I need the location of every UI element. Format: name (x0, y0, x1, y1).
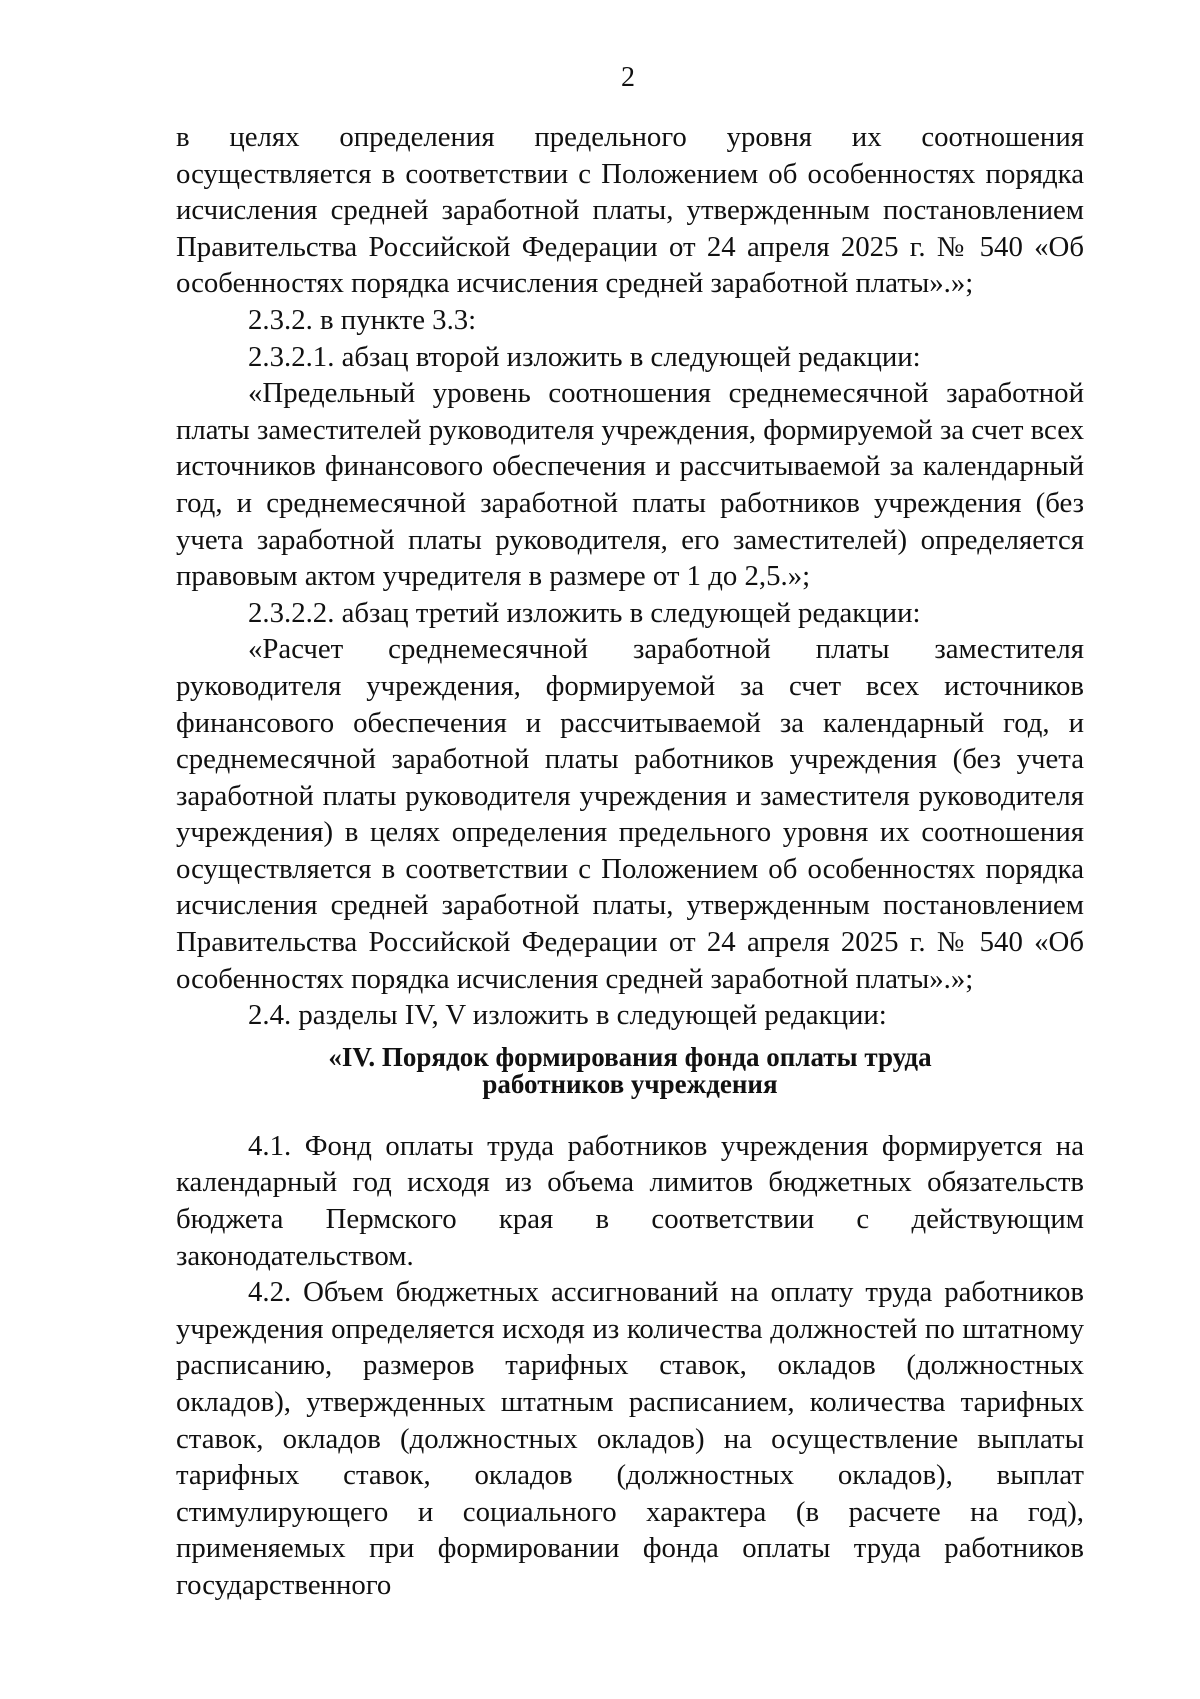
paragraph-clause-2-4: 2.4. разделы IV, V изложить в следующей редакции: (248, 999, 887, 1032)
paragraph-clause-4-2: 4.2. Объем бюджетных ассигнований на оплату труда работников учреждения определяется исходя из количества должностей по штатному расписанию, размеров тарифных ставок, окладов (должностных окладов), утвержденных штатным расписанием, количества тарифных ставок, окладов (должностных окладов) на осуществление выплаты тарифных ставок, окладов (должностных окладов), выплат стимулирующего и социального характера (в расчете на год), применяемых при формировании фонда оплаты труда работников государственного (176, 1276, 1084, 1601)
heading-spacer (176, 1098, 1084, 1128)
document-body (176, 119, 1084, 1604)
section-heading-line-2: работников учреждения (482, 1068, 778, 1099)
section-heading-line-1: «IV. Порядок формирования фонда оплаты труда (328, 1041, 932, 1072)
paragraph-clause-4-1: 4.1. Фонд оплаты труда работников учреждения формируется на календарный год исходя из объема лимитов бюджетных обязательств бюджета Пермского края в соответствии с действующим законодательством. (176, 1129, 1084, 1272)
paragraph-clause-2-3-2-1: 2.3.2.1. абзац второй изложить в следующей редакции: (248, 340, 921, 373)
paragraph-quote-limit-level: «Предельный уровень соотношения среднемесячной заработной платы заместителей руководителя учреждения, формируемой за счет всех источников финансового обеспечения и рассчитываемой за календарный год, и среднемесячной заработной платы работников учреждения (без учета заработной платы руководителя, его заместителей) определяется правовым актом учредителя в размере от 1 до 2,5.»; (176, 377, 1084, 593)
paragraph-clause-2-3-2-2: 2.3.2.2. абзац третий изложить в следующей редакции: (248, 596, 921, 629)
section-heading (176, 1041, 1084, 1099)
paragraph-continuation: в целях определения предельного уровня их соотношения осуществляется в соответствии с Положением об особенностях порядка исчисления средней заработной платы, утвержденным постановлением Правительства Российской Федерации от 24 апреля 2025 г. № 540 «Об особенностях порядка исчисления средней заработной платы».»; (176, 121, 1084, 300)
paragraph-clause-2-3-2: 2.3.2. в пункте 3.3: (248, 303, 477, 336)
paragraph-quote-salary-calculation: «Расчет среднемесячной заработной платы заместителя руководителя учреждения, формируемой за счет всех источников финансового обеспечения и рассчитываемой за календарный год, и среднемесячной заработной платы работников учреждения (без учета заработной платы руководителя учреждения и заместителя руководителя учреждения) в целях определения предельного уровня их соотношения осуществляется в соответствии с Положением об особенностях порядка исчисления средней заработной платы, утвержденным постановлением Правительства Российской Федерации от 24 апреля 2025 г. № 540 «Об особенностях порядка исчисления средней заработной платы».»; (176, 633, 1084, 995)
page-number: 2 (621, 62, 635, 93)
